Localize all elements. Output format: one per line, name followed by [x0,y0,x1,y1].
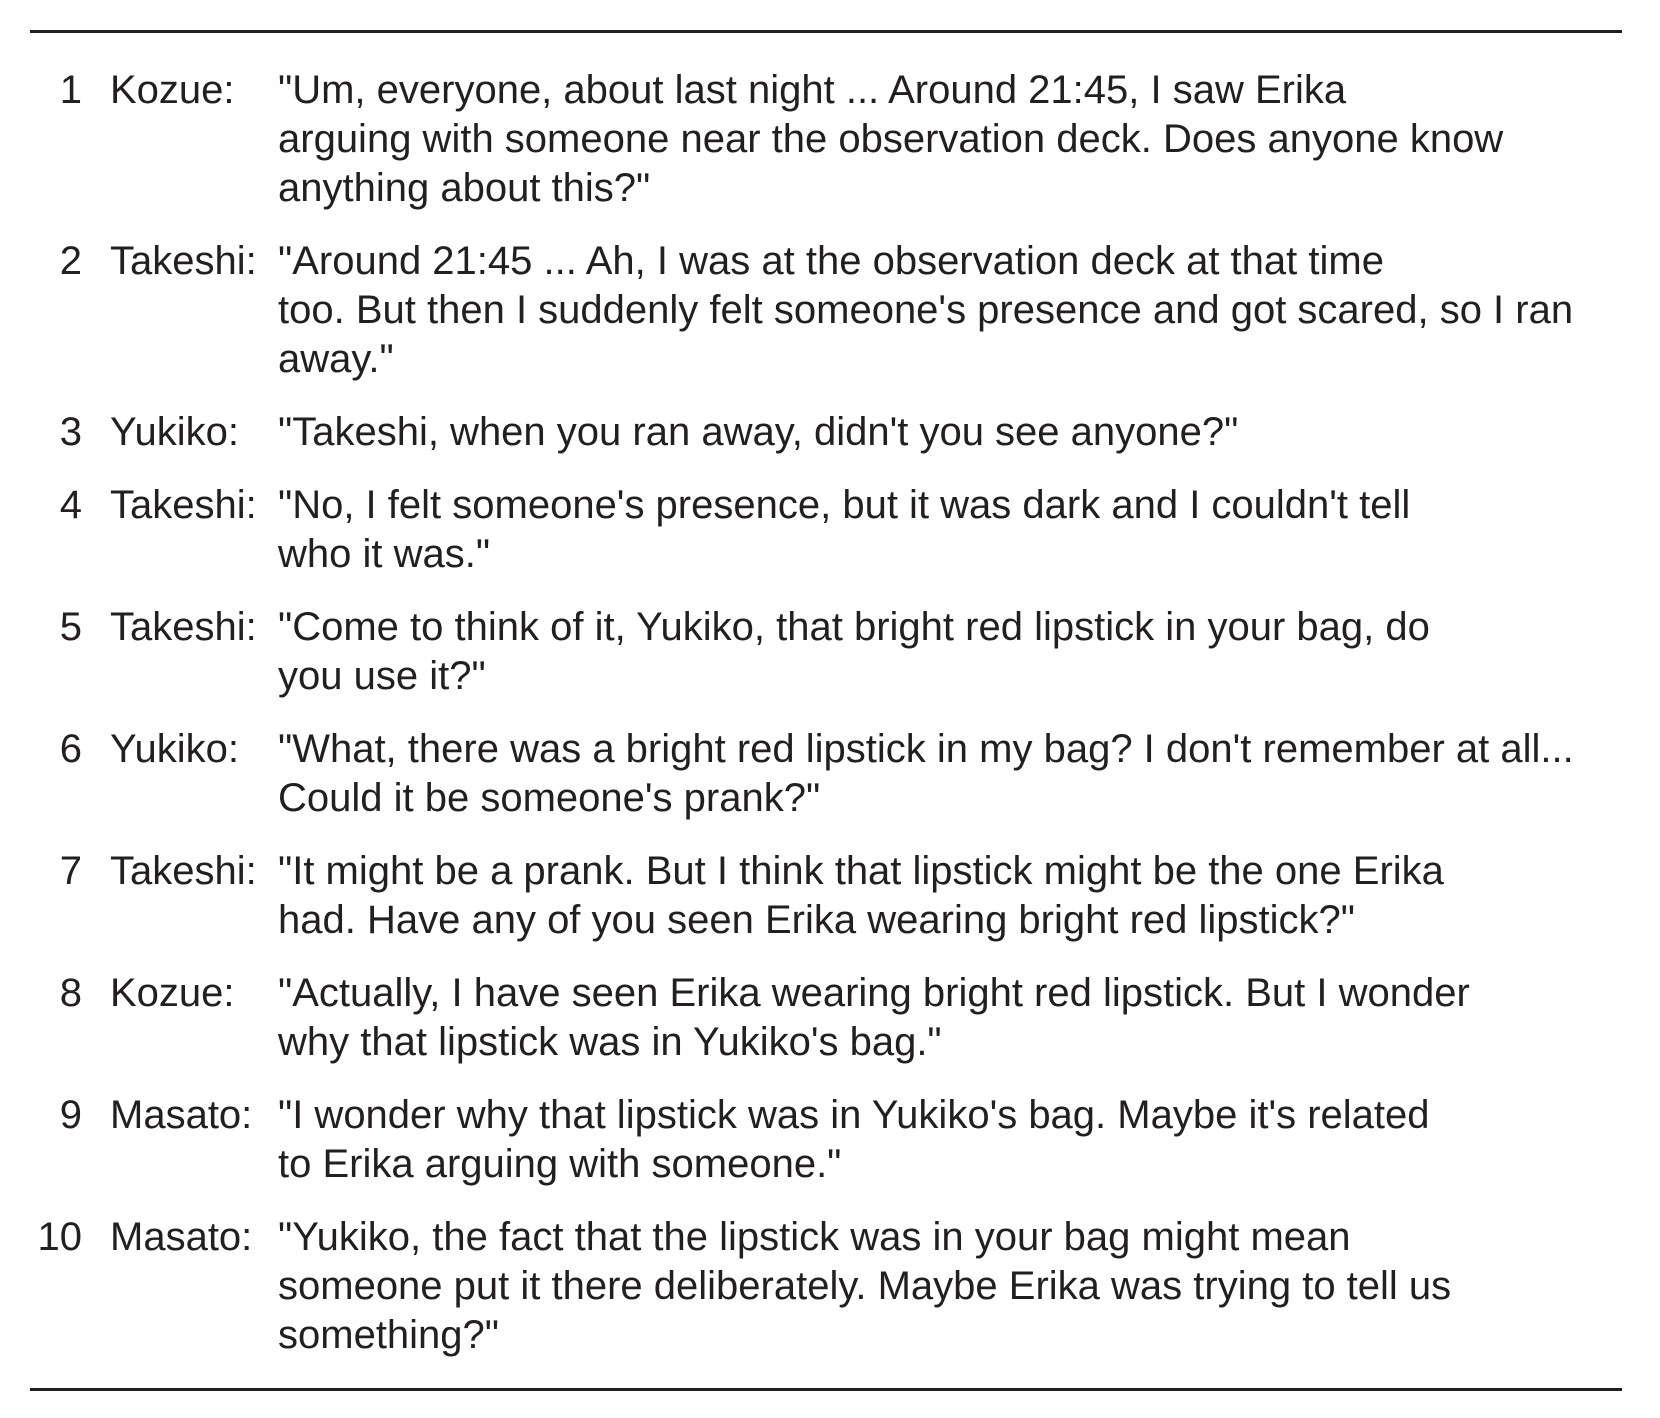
speaker-name: Kozue: [110,971,235,1015]
turn-number: 8 [59,971,82,1015]
bottom-rule [30,1388,1622,1391]
top-rule [30,30,1622,33]
utterance-text: "What, there was a bright red lipstick in my bag? I don't remember at all... Could it be someone's prank?" [278,727,1574,820]
speaker-name: Masato: [110,1093,253,1137]
utterance-text: "Um, everyone, about last night ... Around 21:45, I saw Erika arguing with someone near the observation deck. Does anyone know anything about this?" [278,68,1504,210]
speaker-name: Yukiko: [110,410,239,454]
utterance-text: "Actually, I have seen Erika wearing bright red lipstick. But I wonder why that lipstick was in Yukiko's bag." [278,971,1470,1064]
speaker-name: Takeshi: [110,849,257,893]
dialogue-turn-8 [0,969,1660,1067]
turn-number: 9 [59,1093,82,1137]
speaker-name: Takeshi: [110,605,257,649]
turn-number: 10 [37,1215,82,1259]
dialogue-transcript [0,66,1660,1384]
dialogue-turn-5 [0,603,1660,701]
utterance-text: "I wonder why that lipstick was in Yukiko's bag. Maybe it's related to Erika arguing with someone." [278,1093,1430,1186]
turn-number: 6 [59,727,82,771]
speaker-name: Masato: [110,1215,253,1259]
turn-number: 5 [59,605,82,649]
speaker-name: Yukiko: [110,727,239,771]
utterance-text: "No, I felt someone's presence, but it was dark and I couldn't tell who it was." [278,483,1411,576]
turn-number: 4 [59,483,82,527]
speaker-name: Takeshi: [110,239,257,283]
utterance-text: "Around 21:45 ... Ah, I was at the observation deck at that time too. But then I suddenly felt someone's presence and got scared, so I ran away." [278,239,1574,381]
dialogue-turn-6 [0,725,1660,823]
utterance-text: "Come to think of it, Yukiko, that bright red lipstick in your bag, do you use it?" [278,605,1430,698]
dialogue-turn-9 [0,1091,1660,1189]
dialogue-turn-7 [0,847,1660,945]
speaker-name: Takeshi: [110,483,257,527]
utterance-text: "Yukiko, the fact that the lipstick was in your bag might mean someone put it there deliberately. Maybe Erika was trying to tell us something?" [278,1215,1452,1357]
dialogue-turn-4 [0,481,1660,579]
turn-number: 1 [59,68,82,112]
dialogue-turn-1 [0,66,1660,213]
dialogue-turn-3 [0,408,1660,457]
dialogue-turn-2 [0,237,1660,384]
utterance-text: "Takeshi, when you ran away, didn't you see anyone?" [278,410,1239,454]
speaker-name: Kozue: [110,68,235,112]
turn-number: 2 [59,239,82,283]
turn-number: 3 [59,410,82,454]
turn-number: 7 [59,849,82,893]
dialogue-turn-10 [0,1213,1660,1360]
utterance-text: "It might be a prank. But I think that lipstick might be the one Erika had. Have any of you seen Erika wearing bright red lipstick?" [278,849,1444,942]
